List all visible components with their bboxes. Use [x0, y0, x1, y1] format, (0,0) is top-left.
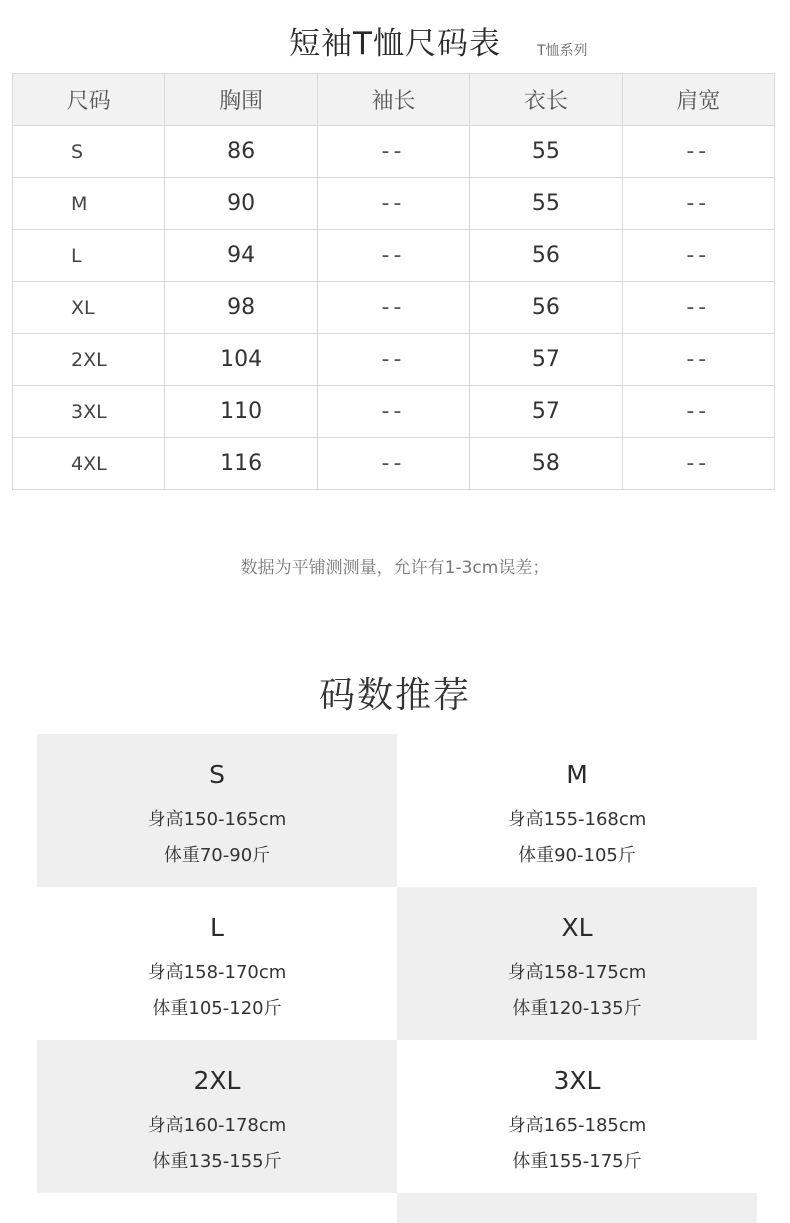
card-size: L [210, 913, 224, 942]
card-height: 身高160-178cm [147, 1115, 287, 1136]
size-table [12, 73, 775, 490]
size-card-2xl [37, 1040, 397, 1193]
cell-length: 58 [470, 438, 622, 490]
card-height: 身高165-185cm [507, 1115, 647, 1136]
cell-chest: 104 [165, 334, 317, 386]
table-row [13, 230, 775, 282]
cell-chest: 86 [165, 126, 317, 178]
table-header-row [13, 74, 775, 126]
card-weight: 体重120-135斤 [512, 998, 642, 1019]
header-shoulder: 肩宽 [622, 74, 774, 126]
cell-sleeve: -- [317, 126, 469, 178]
cell-chest: 98 [165, 282, 317, 334]
cell-sleeve: -- [317, 386, 469, 438]
cell-shoulder: -- [622, 230, 774, 282]
cell-length: 55 [470, 126, 622, 178]
cell-shoulder: -- [622, 438, 774, 490]
page-subtitle: T恤系列 [537, 43, 588, 59]
table-row [13, 438, 775, 490]
cell-shoulder: -- [622, 126, 774, 178]
cell-size: L [13, 230, 165, 282]
cell-length: 57 [470, 334, 622, 386]
size-card-partial [397, 1193, 757, 1223]
card-weight: 体重155-175斤 [512, 1151, 642, 1172]
cell-sleeve: -- [317, 438, 469, 490]
cell-size: M [13, 178, 165, 230]
card-weight: 体重105-120斤 [152, 998, 282, 1019]
cell-sleeve: -- [317, 178, 469, 230]
cell-length: 56 [470, 282, 622, 334]
cell-size: XL [13, 282, 165, 334]
header-chest: 胸围 [165, 74, 317, 126]
cell-length: 56 [470, 230, 622, 282]
cell-size: 3XL [13, 386, 165, 438]
header-sleeve: 袖长 [317, 74, 469, 126]
size-card-xl [397, 887, 757, 1040]
cell-shoulder: -- [622, 178, 774, 230]
page-title: 短袖T恤尺码表 [289, 26, 501, 62]
cell-chest: 110 [165, 386, 317, 438]
measurement-note: 数据为平铺测测量，允许有1-3cm误差； [240, 558, 550, 578]
table-row [13, 386, 775, 438]
size-card-s [37, 734, 397, 887]
cell-size: 2XL [13, 334, 165, 386]
size-card-3xl [397, 1040, 757, 1193]
card-size: S [209, 760, 225, 789]
cell-sleeve: -- [317, 334, 469, 386]
cell-shoulder: -- [622, 386, 774, 438]
card-size: 2XL [193, 1066, 241, 1095]
card-weight: 体重70-90斤 [163, 845, 271, 866]
cell-chest: 94 [165, 230, 317, 282]
table-row [13, 282, 775, 334]
cell-sleeve: -- [317, 230, 469, 282]
table-row [13, 126, 775, 178]
card-weight: 体重90-105斤 [518, 845, 636, 866]
card-size: 3XL [553, 1066, 601, 1095]
cell-sleeve: -- [317, 282, 469, 334]
title-area [0, 18, 790, 63]
cell-length: 57 [470, 386, 622, 438]
card-size: XL [561, 913, 593, 942]
header-size: 尺码 [13, 74, 165, 126]
table-row [13, 334, 775, 386]
cell-shoulder: -- [622, 282, 774, 334]
table-row [13, 178, 775, 230]
size-card-l [37, 887, 397, 1040]
cell-chest: 90 [165, 178, 317, 230]
header-length: 衣长 [470, 74, 622, 126]
cell-chest: 116 [165, 438, 317, 490]
card-height: 身高158-175cm [507, 962, 647, 983]
card-height: 身高155-168cm [507, 809, 647, 830]
recommend-title: 码数推荐 [318, 675, 471, 716]
card-height: 身高150-165cm [147, 809, 287, 830]
card-size: M [566, 760, 588, 789]
cell-shoulder: -- [622, 334, 774, 386]
cell-size: 4XL [13, 438, 165, 490]
cell-size: S [13, 126, 165, 178]
cell-length: 55 [470, 178, 622, 230]
card-weight: 体重135-155斤 [152, 1151, 282, 1172]
card-height: 身高158-170cm [147, 962, 287, 983]
size-card-m [397, 734, 757, 887]
